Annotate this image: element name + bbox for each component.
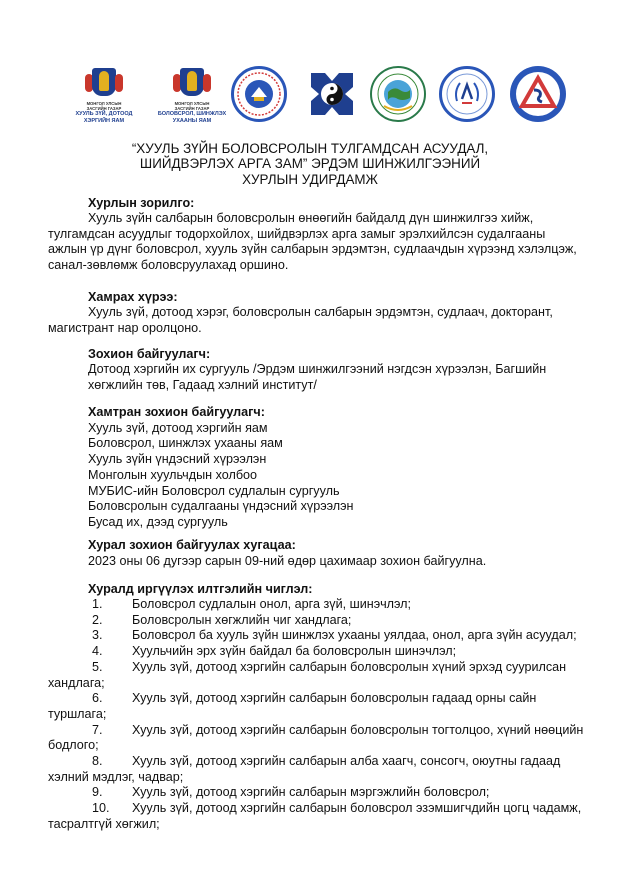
goal-line-1: Хууль зүйн салбарын боловсролын өнөөгийн байдалд дүн шинжилгээ хийж, — [88, 211, 534, 225]
co-organizer-item: МУБИС-ийн Боловсрол судлалын сургууль — [88, 483, 340, 498]
topic-item: 8. Хууль зүй, дотоод хэргийн салбарын алба хаагч, сонсогч, оюутны гадаад хэлний мэдлэг, чадвар; — [48, 754, 561, 784]
university-seal-icon — [231, 66, 287, 122]
ministry1-line1: МОНГОЛ УЛСЫН — [86, 101, 122, 106]
scope-text — [48, 305, 600, 336]
co-organizer-item: Монголын хуульчдын холбоо — [88, 467, 258, 482]
scope-line-2: магистрант нар оролцоно. — [48, 320, 202, 335]
co-organizer-heading: Хамтран зохион байгуулагч: — [88, 405, 265, 419]
topic-item: 10. Хууль зүй, дотоод хэргийн салбарын боловсрол эзэмшигчдийн цогц чадамж, тасралтгүй хөгжил; — [48, 801, 582, 831]
ministry2-line2: ЗАСГИЙН ГАЗАР — [174, 106, 210, 111]
topic-item: 5. Хууль зүй, дотоод хэргийн салбарын боловсролын хүний эрхэд суурилсан хандлага; — [48, 659, 567, 690]
organizer-line-1: Дотоод хэргийн их сургууль /Эрдэм шинжилгээний нэгдсэн хүрээлэн, Багшийн — [88, 362, 547, 376]
ministry-justice-logo — [64, 64, 144, 124]
ministry1-name2: ХЭРГИЙН ЯАМ — [83, 117, 125, 124]
topics-list — [48, 597, 600, 833]
date-heading: Хурал зохион байгуулах хугацаа: — [88, 538, 296, 552]
co-organizer-item: Хууль зүй, дотоод хэргийн яам — [88, 420, 268, 435]
organizer-line-2: хөгжлийн төв, Гадаад хэлний институт/ — [88, 377, 317, 392]
ministry1-line2: ЗАСГИЙН ГАЗАР — [86, 106, 122, 111]
goal-section — [88, 196, 600, 212]
co-organizer-item: Бусад их, дээд сургууль — [88, 514, 228, 529]
topic-item: 1. Боловсрол судлалын онол, арга зүй, шинэчлэл; — [92, 597, 412, 611]
date-line-1: 2023 оны 06 дугээр сарын 09-ний өдөр цахимаар зохион байгуулна. — [88, 553, 487, 568]
organizer-text — [88, 362, 600, 393]
ministry1-name: ХУУЛЬ ЗҮЙ, ДОТООД — [75, 111, 133, 117]
topics-section — [88, 582, 600, 598]
scope-heading: Хамрах хүрээ: — [88, 290, 178, 304]
institute-globe-icon — [370, 66, 426, 122]
topic-item: 3. Боловсрол ба хууль зүйн шинжлэх ухааны уялдаа, онол, арга зүйн асуудал; — [92, 628, 577, 643]
co-organizer-item: Боловсрол, шинжлэх ухааны яам — [88, 436, 283, 451]
goal-line-3: ажлын үр дүнг боловсрол, хууль зүйн салбарын эрдэмтэн, судлаачдын хүрээнд хэлэлцэж, — [48, 242, 577, 257]
ministry2-name: БОЛОВСРОЛ, ШИНЖЛЭХ — [157, 111, 227, 117]
logo-strip — [64, 64, 584, 124]
soyombo-emblem-icon — [173, 68, 211, 98]
title-line-3: ХУРЛЫН УДИРДАМЖ — [242, 171, 378, 187]
date-section — [88, 538, 600, 569]
goal-line-2: тулгамдсан асуудлыг тодорхойлох, шийдвэрлэх арга замыг эрэлхийлсэн судалгааны — [48, 226, 546, 241]
topic-item: 7. Хууль зүй, дотоод хэргийн салбарын боловсролын тогтолцоо, хүний нөөцийн бодлого; — [48, 722, 584, 753]
organizer-heading: Зохион байгуулагч: — [88, 347, 211, 361]
topic-item: 2. Боловсролын хөгжлийн чиг хандлага; — [92, 612, 352, 627]
document-title — [0, 141, 620, 187]
co-organizer-section — [88, 405, 600, 531]
goal-heading: Хурлын зорилго: — [88, 196, 195, 210]
goal-text — [48, 211, 600, 274]
topics-heading: Хуралд иргүүлэх илтгэлийн чиглэл: — [88, 582, 313, 596]
institute-triangle-icon — [510, 66, 566, 122]
title-line-1: “ХУУЛЬ ЗҮЙН БОЛОВСРОЛЫН ТУЛГАМДСАН АСУУДАЛ, — [131, 141, 489, 156]
scope-section — [88, 290, 600, 306]
ministry2-line1: МОНГОЛ УЛСЫН — [174, 101, 210, 106]
topic-item: 9. Хууль зүй, дотоод хэргийн салбарын мэргэжлийн боловсрол; — [92, 785, 490, 800]
soyombo-emblem-icon — [85, 68, 123, 98]
yin-yang-cross-icon — [307, 69, 357, 119]
co-organizer-item: Боловсролын судалгааны үндэсний хүрээлэн — [88, 499, 354, 514]
goal-line-4: санал-зөвлөмж боловсруулахад оршино. — [48, 258, 289, 273]
academy-wreath-icon — [439, 66, 495, 122]
ministry-education-logo — [152, 64, 232, 124]
topic-item: 6. Хууль зүй, дотоод хэргийн салбарын боловсролын гадаад орны сайн туршлага; — [48, 691, 537, 721]
scope-line-1: Хууль зүй, дотоод хэрэг, боловсролын салбарын эрдэмтэн, судлаач, докторант, — [88, 305, 553, 319]
ministry2-name2: УХААНЫ ЯАМ — [172, 117, 212, 124]
topic-item: 4. Хуульчийн эрх зүйн байдал ба боловсролын шинэчлэл; — [92, 644, 457, 659]
organizer-section — [88, 347, 600, 363]
co-organizer-item: Хууль зүйн үндэсний хүрээлэн — [88, 452, 267, 467]
title-line-2: ШИЙДВЭРЛЭХ АРГА ЗАМ” ЭРДЭМ ШИНЖИЛГЭЭНИЙ — [139, 156, 481, 172]
